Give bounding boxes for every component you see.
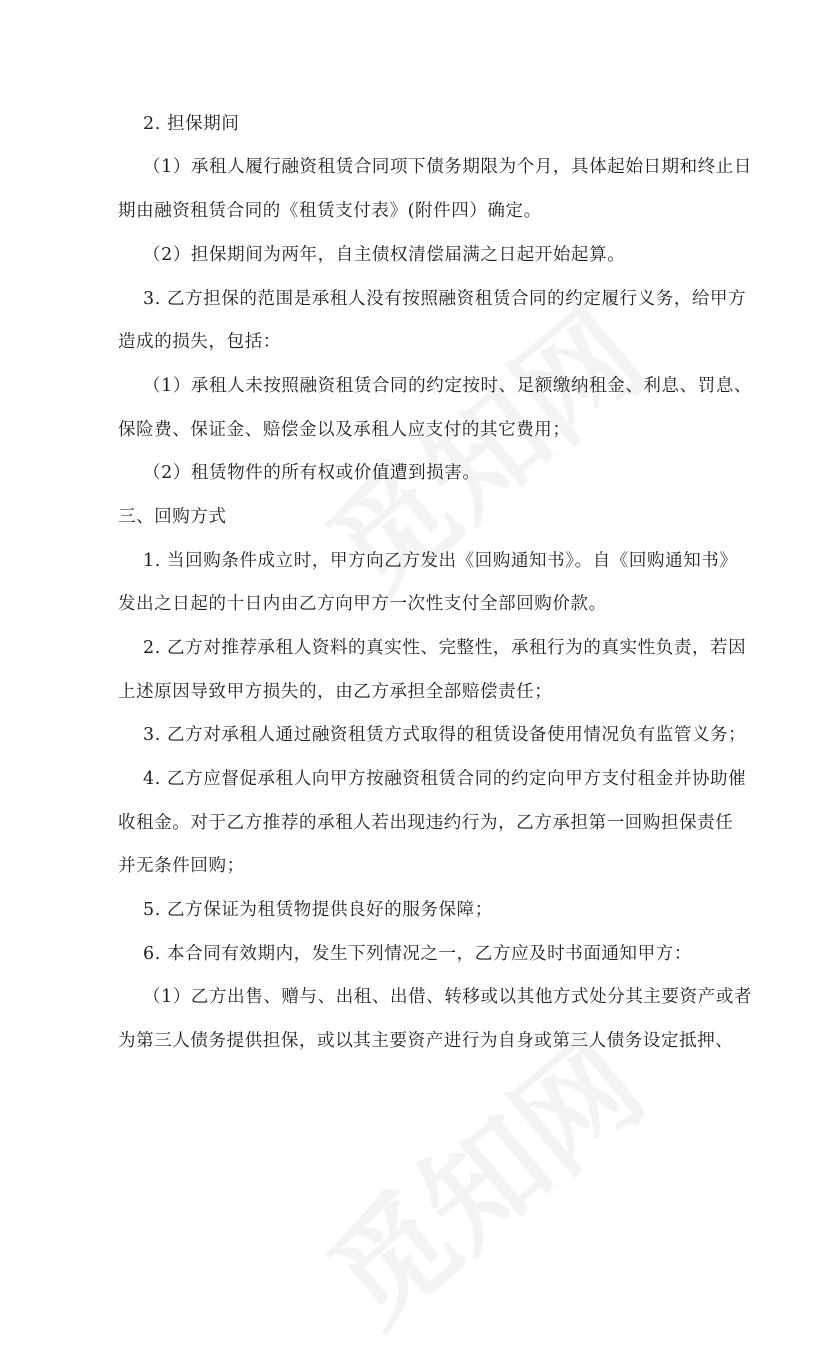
paragraph-line: 1. 当回购条件成立时，甲方向乙方发出《回购通知书》。自《回购通知书》 (143, 551, 738, 571)
paragraph-line: 并无条件回购； (118, 856, 245, 876)
paragraph-line: 期由融资租赁合同的《租赁支付表》(附件四）确定。 (118, 201, 542, 221)
section-heading: 2. 担保期间 (143, 114, 240, 134)
paragraph-line: （2）担保期间为两年，自主债权清偿届满之日起开始起算。 (143, 245, 626, 265)
paragraph-line: 发出之日起的十日内由乙方向甲方一次性支付全部回购价款。 (118, 594, 607, 614)
paragraph-line: 上述原因导致甲方损失的，由乙方承担全部赔偿责任； (118, 682, 553, 702)
paragraph-line: 为第三人债务提供担保，或以其主要资产进行为自身或第三人债务设定抵押、 (118, 1031, 734, 1051)
paragraph-line: （1）承租人履行融资租赁合同项下债务期限为个月，具体起始日期和终止日 (143, 157, 753, 177)
paragraph-line: （2）租赁物件的所有权或价值遭到损害。 (143, 463, 481, 483)
paragraph-line: 3. 乙方担保的范围是承租人没有按照融资租赁合同的约定履行义务，给甲方 (143, 289, 747, 309)
paragraph-line: 保险费、保证金、赔偿金以及承租人应支付的其它费用； (118, 420, 571, 440)
paragraph-line: 3. 乙方对承租人通过融资租赁方式取得的租赁设备使用情况负有监管义务； (143, 725, 747, 745)
paragraph-line: 2. 乙方对推荐承租人资料的真实性、完整性，承租行为的真实性负责，若因 (143, 638, 747, 658)
paragraph-line: 6. 本合同有效期内，发生下列情况之一，乙方应及时书面通知甲方： (143, 944, 692, 964)
paragraph-line: 造成的损失，包括： (118, 332, 281, 352)
watermark (287, 264, 673, 627)
paragraph-line: 5. 乙方保证为租赁物提供良好的服务保障； (143, 900, 493, 920)
paragraph-line: （1）承租人未按照融资租赁合同的约定按时、足额缴纳租金、利息、罚息、 (143, 376, 753, 396)
paragraph-line: （1）乙方出售、赠与、出租、出借、转移或以其他方式处分其主要资产或者 (143, 987, 753, 1007)
paragraph-line: 4. 乙方应督促承租人向甲方按融资租赁合同的约定向甲方支付租金并协助催 (143, 769, 747, 789)
section-heading: 三、回购方式 (118, 507, 227, 527)
paragraph-line: 收租金。对于乙方推荐的承租人若出现违约行为，乙方承担第一回购担保责任 (118, 813, 734, 833)
